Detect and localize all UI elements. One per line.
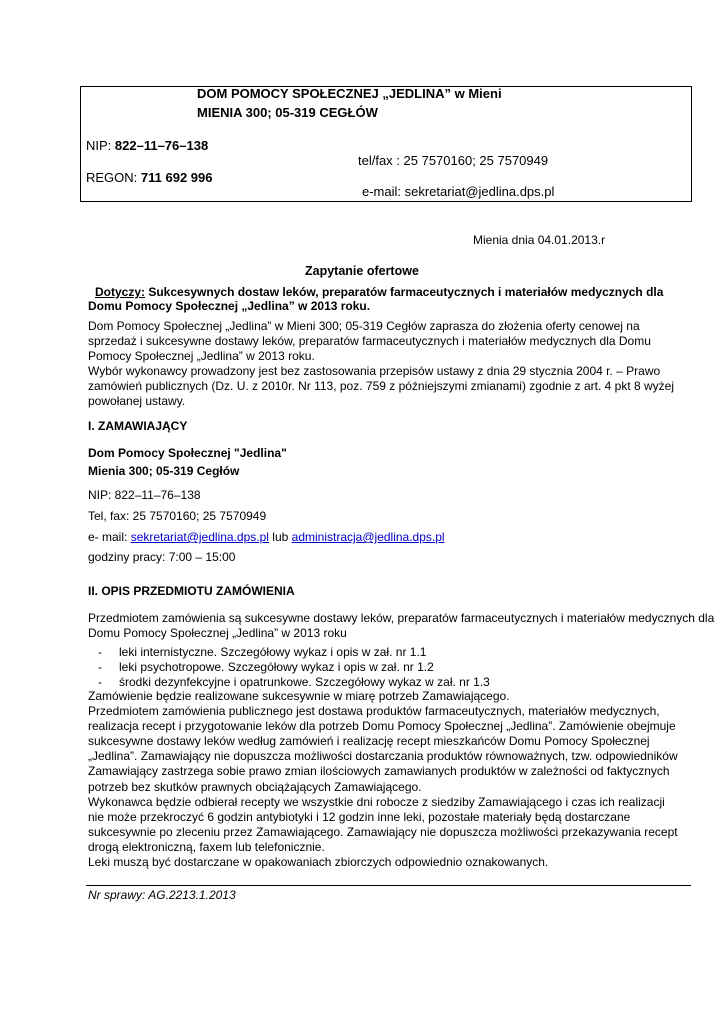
- bullet-mark: -: [98, 675, 102, 689]
- date-line: Mienia dnia 04.01.2013.r: [473, 233, 606, 247]
- section2-line-d: sukcesywne dostawy leków według zamówień i realizację recept mieszkańców Domu Pomocy Społecznej: [88, 734, 650, 748]
- section1-email: [88, 530, 445, 544]
- section1-title: I. ZAMAWIAJĄCY: [88, 419, 188, 433]
- section2-line-k: drogą elektroniczną, faxem lub telefonicznie.: [88, 840, 325, 854]
- section2-line-i: nie może przekroczyć 6 godzin antybiotyki i 12 godzin inne leki, pozostałe materiały będą dostarczane: [88, 810, 631, 824]
- intro-line4: Wybór wykonawcy prowadzony jest bez zastosowania przepisów ustawy z dnia 29 stycznia 2004 r. – Prawo: [88, 364, 661, 378]
- list-item: leki psychotropowe. Szczegółowy wykaz i opis w zał. nr 1.2: [119, 660, 434, 674]
- section2-line-g: potrzeb bez skutków prawnych obciążających Zamawiającego.: [88, 780, 422, 794]
- email-prefix: e- mail:: [88, 530, 131, 544]
- section2-line-c: realizacja recept i przygotowanie leków dla potrzeb Domu Pomocy Społecznej „Jedlina”. Zamówienie obejmuje: [88, 719, 676, 733]
- letterhead-regon: [86, 170, 212, 185]
- page-title: Zapytanie ofertowe: [305, 264, 419, 278]
- intro-line3: Pomocy Społecznej „Jedlina” w 2013 roku.: [88, 349, 315, 363]
- section2-line-f: Zamawiający zastrzega sobie prawo zmian ilościowych zamawianych produktów w zależności od faktycznych: [88, 764, 670, 778]
- section2-line-b: Przedmiotem zamówienia publicznego jest dostawa produktów farmaceutycznych, materiałów medycznych,: [88, 704, 660, 718]
- section2-line-a: Zamówienie będzie realizowane sukcesywnie w miarę potrzeb Zamawiającego.: [88, 689, 510, 703]
- subject-line2: Domu Pomocy Społecznej „Jedlina” w 2013 roku.: [88, 299, 371, 313]
- subject-label: Dotyczy:: [95, 285, 146, 299]
- letterhead-phone: tel/fax : 25 7570160; 25 7570949: [358, 153, 549, 168]
- footer-divider: [86, 885, 691, 886]
- nip-label: NIP:: [86, 138, 115, 153]
- letterhead-email: e-mail: sekretariat@jedlina.dps.pl: [362, 184, 555, 199]
- intro-line2: sprzedaż i sukcesywne dostawy leków, preparatów farmaceutycznych i materiałów medycznych dla Domu: [88, 334, 651, 348]
- section2-p1-line2: Domu Pomocy Społecznej „Jedlina” w 2013 roku: [88, 626, 347, 640]
- section2-line-h: Wykonawca będzie odbierał recepty we wszystkie dni robocze z siedziby Zamawiającego i czas ich realizacji: [88, 795, 665, 809]
- section1-phone: Tel, fax: 25 7570160; 25 7570949: [88, 509, 267, 523]
- section2-line-j: sukcesywnie po zleceniu przez Zamawiającego. Zamawiający nie dopuszcza możliwości przekazywania recept: [88, 825, 678, 839]
- bullet-mark: -: [98, 645, 102, 659]
- section1-name: Dom Pomocy Społecznej "Jedlina": [88, 446, 287, 460]
- section2-line-l: Leki muszą być dostarczane w opakowaniach zbiorczych odpowiednio oznakowanych.: [88, 855, 549, 869]
- bullet-mark: -: [98, 660, 102, 674]
- section2-title: II. OPIS PRZEDMIOTU ZAMÓWIENIA: [88, 584, 295, 598]
- email-link-administracja[interactable]: administracja@jedlina.dps.pl: [291, 530, 445, 544]
- case-number: Nr sprawy: AG.2213.1.2013: [88, 888, 236, 902]
- letterhead-title-line2: MIENIA 300; 05-319 CEGŁÓW: [197, 105, 378, 120]
- email-separator: lub: [268, 530, 292, 544]
- list-item: leki internistyczne. Szczegółowy wykaz i opis w zał. nr 1.1: [119, 645, 427, 659]
- intro-line5: zamówień publicznych (Dz. U. z 2010r. Nr 113, poz. 759 z późniejszymi zmianami) zgodnie z art. 4 pkt 8 wyżej: [88, 379, 675, 393]
- section1-address: Mienia 300; 05-319 Cegłów: [88, 464, 240, 478]
- section2-line-e: „Jedlina”. Zamawiający nie dopuszcza możliwości dostarczania produktów równoważnych, tzw. odpowiedników: [88, 749, 678, 763]
- email-link-sekretariat[interactable]: sekretariat@jedlina.dps.pl: [130, 530, 269, 544]
- intro-line6: powołanej ustawy.: [88, 394, 186, 408]
- letterhead-title-line1: DOM POMOCY SPOŁECZNEJ „JEDLINA” w Mieni: [197, 86, 502, 101]
- section1-nip: NIP: 822–11–76–138: [88, 488, 201, 502]
- letterhead-nip: [86, 138, 208, 153]
- regon-value: 711 692 996: [140, 170, 213, 185]
- nip-value: 822–11–76–138: [114, 138, 209, 153]
- section1-hours: godziny pracy: 7:00 – 15:00: [88, 550, 236, 564]
- list-item: środki dezynfekcyjne i opatrunkowe. Szczegółowy wykaz w zał. nr 1.3: [119, 675, 490, 689]
- subject-text1: Sukcesywnych dostaw leków, preparatów farmaceutycznych i materiałów medycznych dla: [145, 285, 664, 299]
- regon-label: REGON:: [86, 170, 141, 185]
- section2-p1-line1: Przedmiotem zamówienia są sukcesywne dostawy leków, preparatów farmaceutycznych i materiałów medycznych dla: [88, 611, 715, 625]
- intro-line1: Dom Pomocy Społecznej „Jedlina” w Mieni 300; 05-319 Cegłów zaprasza do złożenia oferty cenowej na: [88, 319, 640, 333]
